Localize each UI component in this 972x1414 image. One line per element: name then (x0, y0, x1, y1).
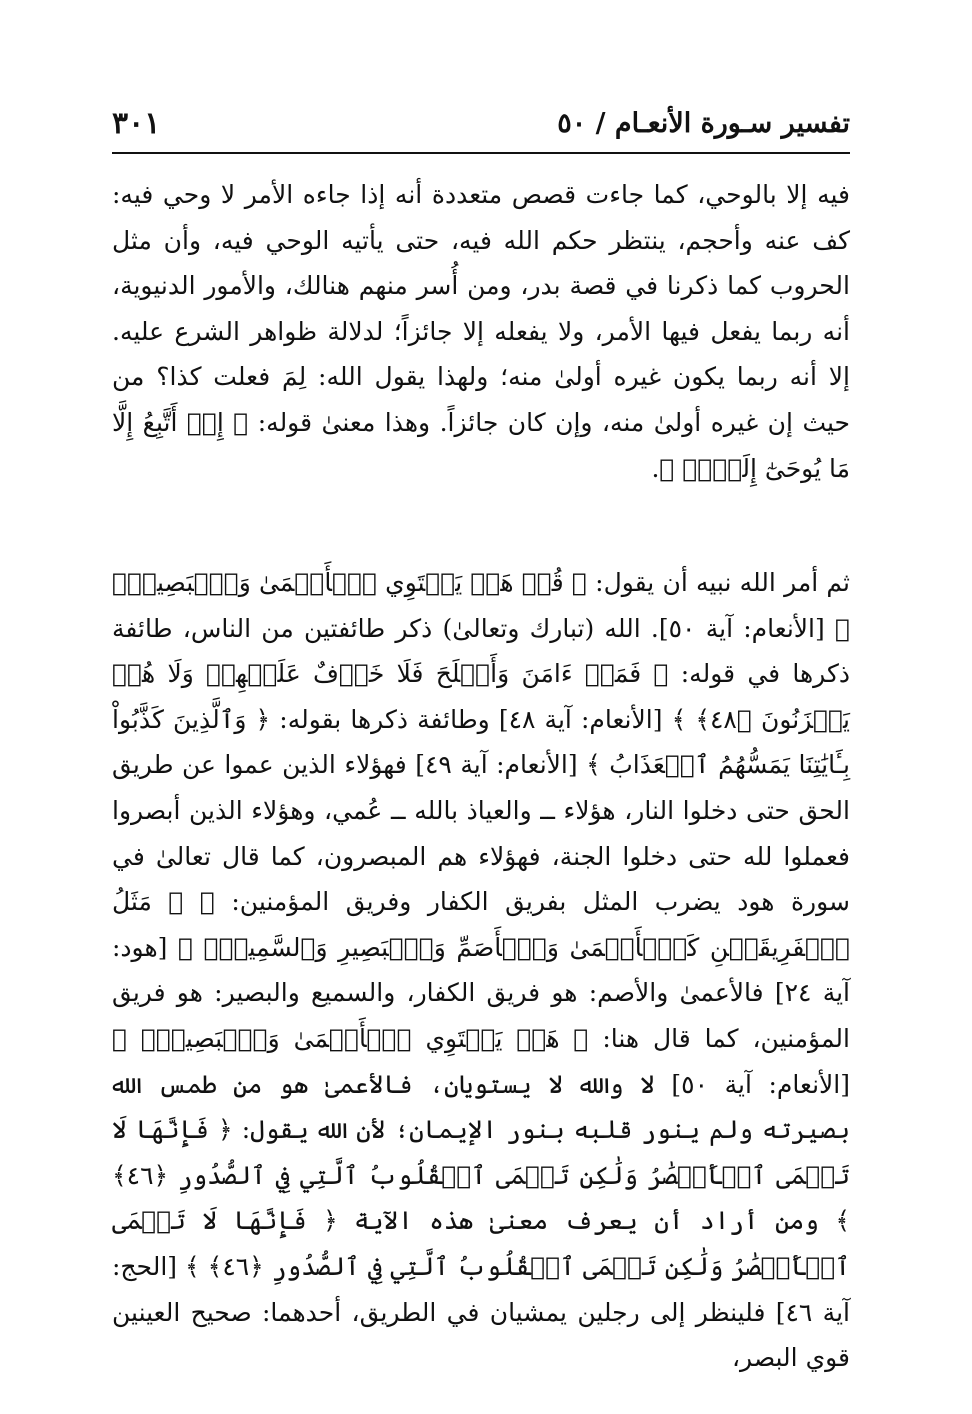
paragraph-2-container (112, 560, 850, 1381)
page-header (112, 104, 850, 144)
running-title: تفسير سـورة الأنعـام / ٥٠ (557, 108, 850, 139)
page-number: ٣٠١ (112, 106, 161, 141)
paragraph-1: فيه إلا بالوحي، كما جاءت قصص متعددة أنه إذا جاءه الأمر لا وحي فيه: كف عنه وأحجم، ينتظر حكم الله فيه، حتى يأتيه الوحي فيه، وأن مثل الحروب كما ذكرنا في قصة بدر، ومن أُسر منهم هنالك، والأمور الدنيوية، أنه ربما يفعل فيها الأمر، ولا يفعله إلا جائزاً؛ لدلالة ظواهر الشرع عليه. إلا أنه ربما يكون غيره أولىٰ منه؛ ولهذا يقول الله: لِمَ فعلت كذا؟ من حيث إن غيره أولىٰ منه، وإن كان جائزاً. وهذا معنىٰ قوله: ﴿ إِنۡ أَتَّبِعُ إِلَّا مَا يُوحَىٰٓ إِلَيَّۚ ﴾. (112, 180, 851, 483)
paragraph-1-container (112, 172, 850, 491)
paragraph-2: ثم أمر الله نبيه أن يقول: ﴿ قُلۡ هَلۡ يَسۡتَوِي ٱلۡأَعۡمَىٰ وَٱلۡبَصِيرُۚ ﴾ [الأنعام: آية ٥٠]. الله (تبارك وتعالىٰ) ذكر طائفتين من الناس، طائفة ذكرها في قوله: ﴿ فَمَنۡ ءَامَنَ وَأَصۡلَحَ فَلَا خَوۡفٌ عَلَيۡهِمۡ وَلَا هُمۡ يَحۡزَنُونَ ﴿٤٨﴾ ﴾ [الأنعام: آية ٤٨] وطائفة ذكرها بقوله: ﴿ وَٱلَّذِينَ كَذَّبُواْ بِـَٔايَٰتِنَا يَمَسُّهُمُ ٱلۡعَذَابُ ﴾ [الأنعام: آية ٤٩] فهؤلاء الذين عموا عن طريق الحق حتى دخلوا النار، هؤلاء ــ والعياذ بالله ــ عُمي، وهؤلاء الذين أبصروا فعملوا لله حتى دخلوا الجنة، فهؤلاء هم المبصرون، كما قال تعالىٰ في سورة هود يضرب المثل بفريق الكفار وفريق المؤمنين: ﴿ ۞ مَثَلُ ٱلۡفَرِيقَيۡنِ كَٱلۡأَعۡمَىٰ وَٱلۡأَصَمِّ وَٱلۡبَصِيرِ وَٱلسَّمِيعِۚ ﴾ [هود: آية ٢٤] فالأعمىٰ والأصم: هو فريق الكفار، والسميع والبصير: هو فريق المؤمنين، كما قال هنا: ﴿ هَلۡ يَسۡتَوِي ٱلۡأَعۡمَىٰ وَٱلۡبَصِيرُۚ ﴾ [الأنعام: آية ٥٠] لا والله لا يستويان، فالأعمىٰ هو من طمس الله بصيرته ولم ينور قلبه بنور الإيمان؛ لأن الله يقول: ﴿ فَإِنَّهَا لَا تَعۡمَى ٱلۡأَبۡصَٰرُ وَلَٰكِن تَعۡمَى ٱلۡقُلُوبُ ٱلَّتِي فِي ٱلصُّدُورِ ﴿٤٦﴾ ﴾ ومن أراد أن يعرف معنىٰ هذه الآية ﴿ فَإِنَّهَا لَا تَعۡمَى ٱلۡأَبۡصَٰرُ وَلَٰكِن تَعۡمَى ٱلۡقُلُوبُ ٱلَّتِي فِي ٱلصُّدُورِ ﴿٤٦﴾ ﴾ [الحج: آية ٤٦] فلينظر إلى رجلين يمشيان في الطريق، أحدهما: صحيح العينين قوي البصر، (112, 568, 851, 1373)
header-divider (112, 152, 850, 154)
